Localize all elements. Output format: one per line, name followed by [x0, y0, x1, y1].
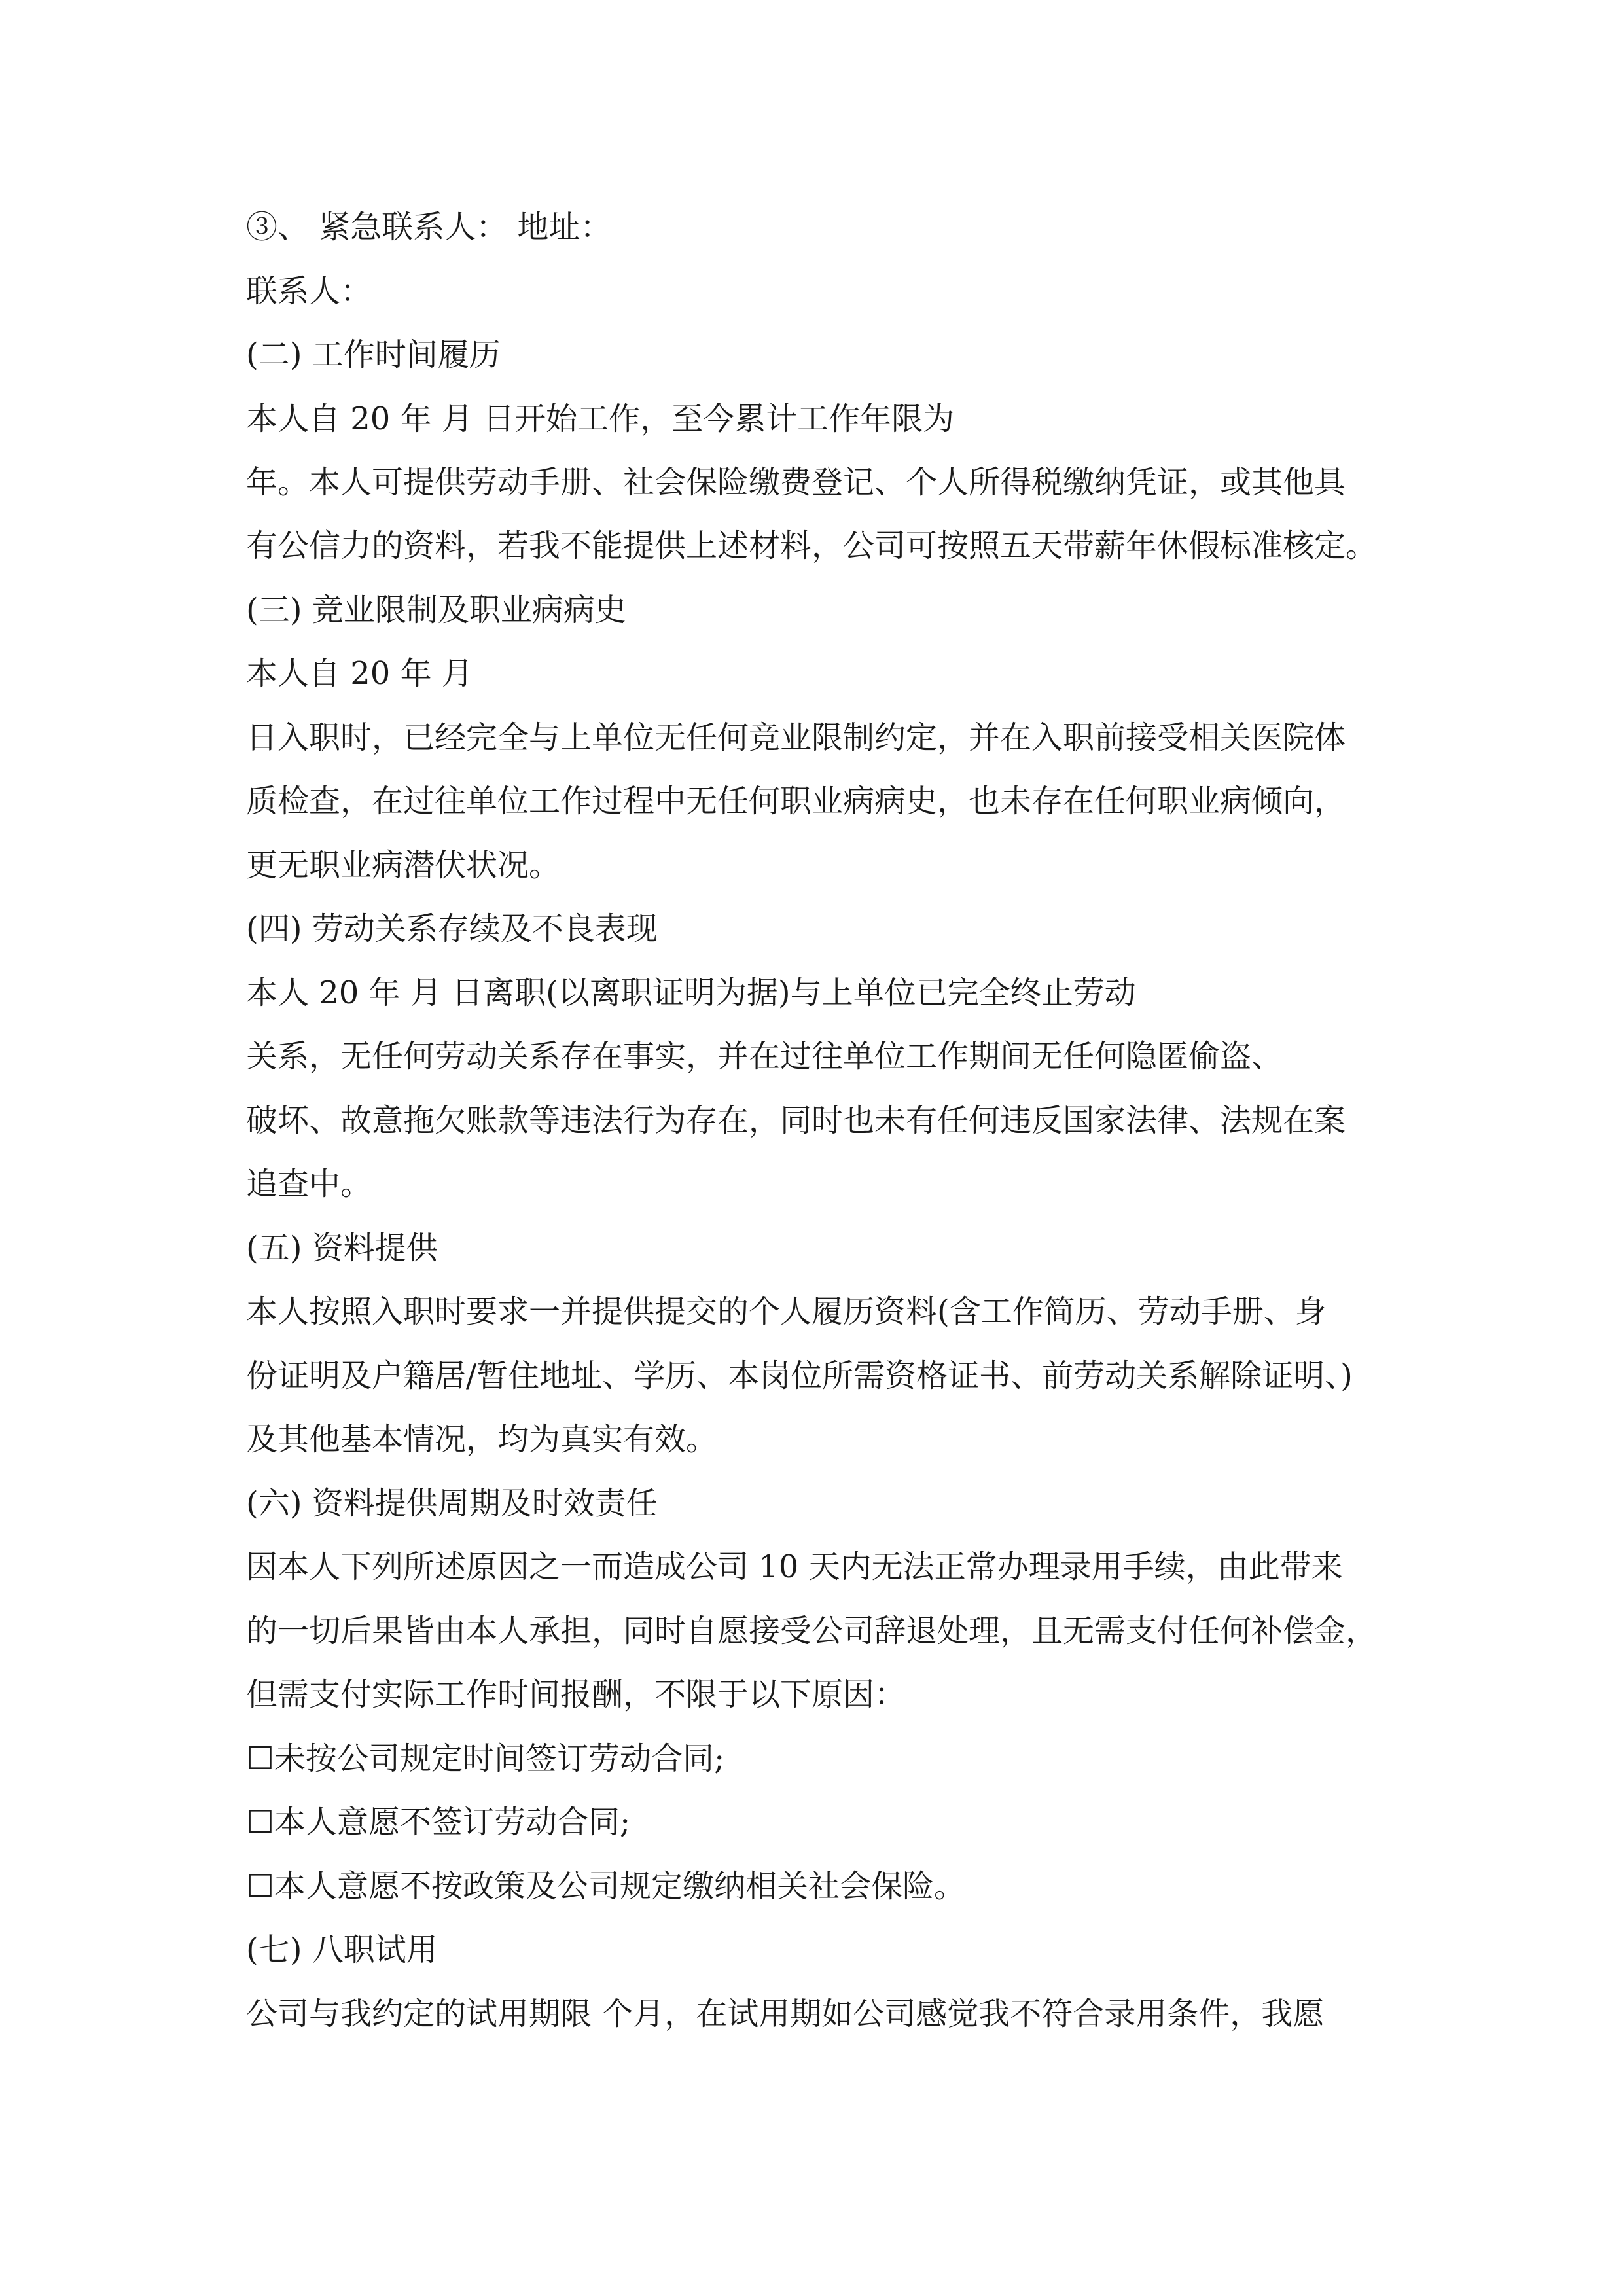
paragraph-line: 但需支付实际工作时间报酬，不限于以下原因：: [246, 1676, 906, 1713]
checkbox-item-contract-time: ☐未按公司规定时间签订劳动合同;: [246, 1740, 725, 1777]
paragraph-line: 及其他基本情况，均为真实有效。: [246, 1421, 718, 1458]
paragraph-line: 关系，无任何劳动关系存在事实，并在过往单位工作期间无任何隐匿偷盗、: [246, 1038, 1283, 1075]
section-heading-timeliness: (六) 资料提供周期及时效责任: [246, 1485, 658, 1522]
paragraph-line: 本人 20 年 月 日离职(以离职证明为据)与上单位已完全终止劳动: [246, 975, 1136, 1011]
paragraph-line: 本人自 20 年 月 日开始工作，至今累计工作年限为: [246, 401, 955, 437]
section-heading-probation: (七) 八职试用: [246, 1931, 438, 1968]
paragraph-line: 日入职时，已经完全与上单位无任何竞业限制约定，并在入职前接受相关医院体: [246, 719, 1346, 756]
paragraph-line: 更无职业病潜伏状况。: [246, 847, 561, 884]
paragraph-line: 的一切后果皆由本人承担，同时自愿接受公司辞退处理，且无需支付任何补偿金，: [246, 1613, 1378, 1649]
paragraph-line: 质检查，在过往单位工作过程中无任何职业病病史，也未存在任何职业病倾向，: [246, 783, 1346, 819]
paragraph-line: 本人按照入职时要求一并提供提交的个人履历资料(含工作简历、劳动手册、身: [246, 1293, 1327, 1330]
emergency-contact-line: ③、 紧急联系人： 地址：: [246, 209, 612, 245]
paragraph-line: 公司与我约定的试用期限 个月，在试用期如公司感觉我不符合录用条件，我愿: [246, 1996, 1325, 2032]
paragraph-line: 因本人下列所述原因之一而造成公司 10 天内无法正常办理录用手续，由此带来: [246, 1549, 1343, 1585]
section-heading-labor-relations: (四) 劳动关系存续及不良表现: [246, 910, 658, 947]
paragraph-line: 份证明及户籍居/暂住地址、学历、本岗位所需资格证书、前劳动关系解除证明、): [246, 1357, 1353, 1394]
section-heading-non-compete: (三) 竞业限制及职业病病史: [246, 592, 626, 628]
paragraph-line: 破坏、故意拖欠账款等违法行为存在，同时也未有任何违反国家法律、法规在案: [246, 1102, 1346, 1139]
paragraph-line: 年。本人可提供劳动手册、社会保险缴费登记、个人所得税缴纳凭证，或其他具: [246, 464, 1346, 501]
section-heading-documents: (五) 资料提供: [246, 1230, 438, 1266]
checkbox-item-refuse-contract: ☐本人意愿不签订劳动合同;: [246, 1804, 631, 1840]
paragraph-line: 有公信力的资料，若我不能提供上述材料，公司可按照五天带薪年休假标准核定。: [246, 528, 1378, 564]
paragraph-line: 本人自 20 年 月: [246, 655, 473, 692]
section-heading-work-history: (二) 工作时间履历: [246, 336, 501, 373]
contact-person-line: 联系人：: [246, 273, 372, 310]
paragraph-line: 追查中。: [246, 1166, 372, 1202]
checkbox-item-social-insurance: ☐本人意愿不按政策及公司规定缴纳相关社会保险。: [246, 1868, 966, 1905]
